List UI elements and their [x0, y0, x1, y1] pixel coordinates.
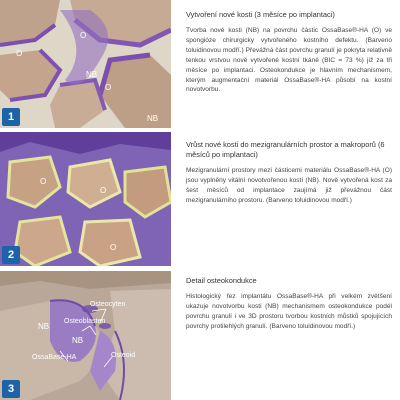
figure-number-badge: 3: [2, 380, 20, 398]
label-o-2: O: [80, 31, 87, 40]
label-o-3: O: [110, 243, 117, 252]
histology-image-osteoconduction-detail: [0, 271, 171, 400]
label-nb-1: NB: [86, 70, 98, 79]
label-nb-2: NB: [147, 114, 159, 123]
figure-number-badge: 2: [2, 246, 20, 264]
label-o-1: O: [40, 177, 47, 186]
section-body: Mezigranulární prostory mezi částicemi materiálu OssaBase®-HA (O) jsou vyplněny vitální novotvořenou kostí (NB). Nově vytvořená kost za šest měsíců od implantace zaujímá již převážnou část mezigranulárního prostoru. (Barveno toluidinovou modří.): [186, 167, 392, 204]
label-o-2: O: [100, 186, 107, 195]
section-bone-ingrowth: [186, 140, 392, 206]
label-o-3: O: [105, 83, 112, 92]
label-ossabase-ha: OssaBase-HA: [32, 354, 77, 361]
section-body: Tvorba nové kosti (NB) na povrchu částic OssaBase®-HA (O) ve spongióze chirurgicky vytvořeného kostního defektu. (Barveno toluidinovou modří.) Převážná část povrchu granulí je pokryta relativně tenkou vrstvou nově vytvořené kostní tkáně (BIC = 73 %) již za tři měsíce po implantaci. Osteokondukce je hlavním mechanismem, kterým augmentační materiál OssaBase®-HA působí na kostní novotvorbu.: [186, 27, 392, 94]
section-osteoconduction-detail: [186, 276, 392, 332]
label-osteocytes: Osteocyten: [90, 301, 126, 308]
label-nb-2: NB: [72, 336, 84, 345]
label-nb-1: NB: [38, 322, 50, 331]
section-title: Vytvoření nové kosti (3 měsíce po implantaci): [186, 10, 335, 19]
label-osteoid: Osteoid: [111, 352, 136, 359]
section-new-bone-formation: [186, 10, 392, 95]
section-title: Detail osteokondukce: [186, 276, 257, 285]
label-osteoblasts: Osteoblasten: [64, 318, 106, 325]
section-body: Histologický řez implantátu OssaBase®-HA při velkém zvětšení ukazuje novotvorbu kosti (NB) mechanismem osteokondukce podél povrchu granulí i ve 3D prostoru tvorbou kostních můstků spojujících povrchy protilehlých granulí. (Barveno toluidinovou modří.): [186, 293, 392, 330]
section-title: Vrůst nové kosti do mezigranulárních prostor a makroporů (6 měsíců po implantaci): [186, 140, 385, 159]
histology-image-6-months: [0, 132, 171, 266]
figure-number-badge: 1: [2, 108, 20, 126]
label-o-1: O: [16, 49, 23, 58]
histology-image-3-months: [0, 0, 171, 128]
